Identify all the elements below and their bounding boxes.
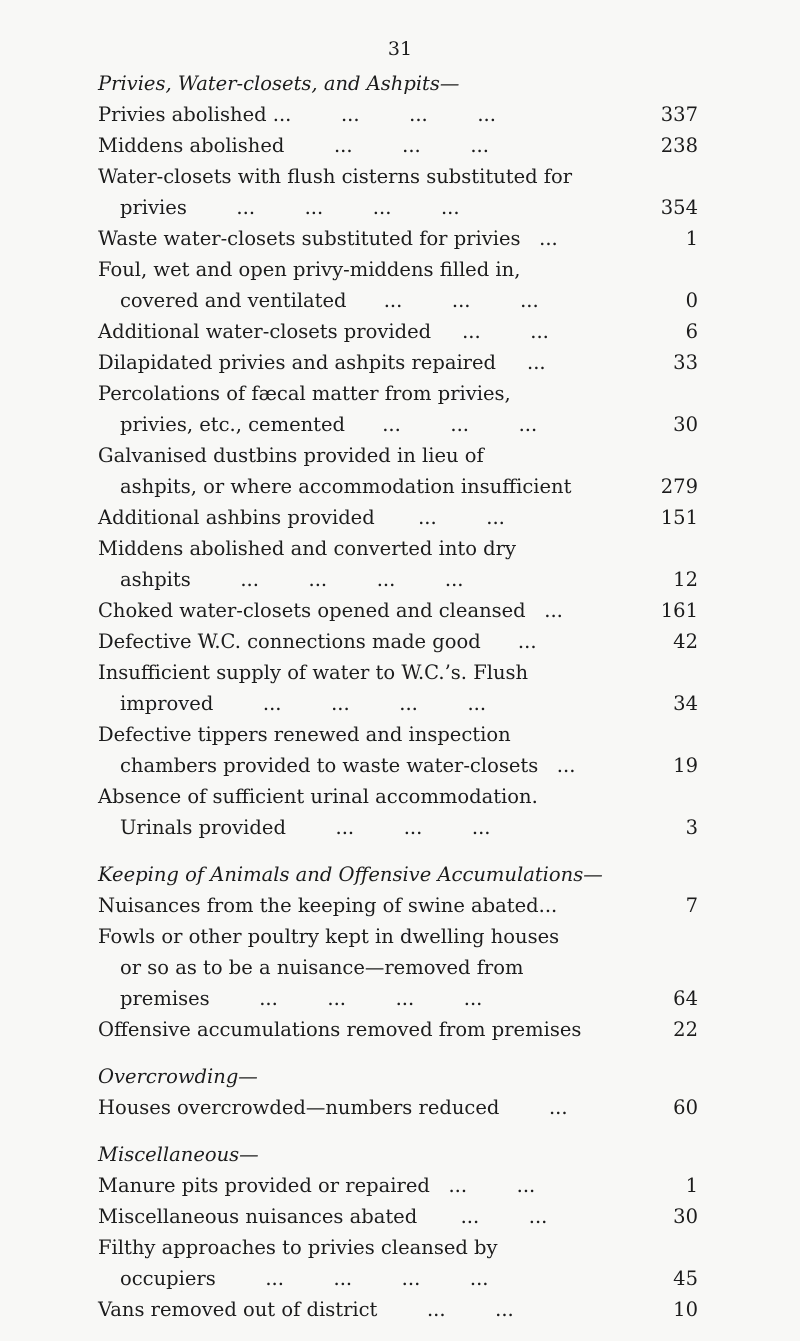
entry-value: 238 bbox=[660, 134, 698, 157]
entry-text: Offensive accumulations removed from premises bbox=[98, 1018, 582, 1041]
entry-value: 10 bbox=[673, 1298, 698, 1321]
entry-row bbox=[98, 378, 698, 440]
page-number: 31 bbox=[387, 38, 413, 60]
entry-value: 12 bbox=[673, 568, 698, 591]
entry-text: covered and ventilated ... ... ... bbox=[120, 289, 539, 312]
entry-value: 354 bbox=[660, 196, 698, 219]
entry-value: 30 bbox=[673, 1205, 698, 1228]
entry-row bbox=[98, 1294, 698, 1325]
entry-text: Waste water-closets substituted for privies ... bbox=[98, 227, 558, 250]
entry-row bbox=[98, 657, 698, 719]
entry-row bbox=[98, 719, 698, 781]
entry-text: Vans removed out of district ... ... bbox=[98, 1298, 514, 1321]
entry-text: ashpits, or where accommodation insufficient bbox=[120, 475, 572, 498]
entry-text: chambers provided to waste water-closets ... bbox=[120, 754, 576, 777]
entry-text: Water-closets with flush cisterns substituted for bbox=[98, 165, 573, 188]
entry-row bbox=[98, 316, 698, 347]
entry-row bbox=[98, 99, 698, 130]
section bbox=[98, 68, 698, 843]
entry-value: 60 bbox=[673, 1096, 698, 1119]
entry-row bbox=[98, 781, 698, 843]
entry-value: 6 bbox=[685, 320, 698, 343]
entry-value: 337 bbox=[660, 103, 698, 126]
entry-row bbox=[98, 223, 698, 254]
entry-text: Miscellaneous nuisances abated ... ... bbox=[98, 1205, 548, 1228]
entry-row bbox=[98, 533, 698, 595]
entry-text: ashpits ... ... ... ... bbox=[120, 568, 464, 591]
entry-text: Fowls or other poultry kept in dwelling houses bbox=[98, 925, 560, 948]
entry-row bbox=[98, 626, 698, 657]
entry-text: Filthy approaches to privies cleansed by bbox=[98, 1236, 498, 1259]
entry-row bbox=[98, 921, 698, 1014]
section-heading: Miscellaneous— bbox=[98, 1143, 259, 1166]
section bbox=[98, 859, 698, 1045]
entry-text: Middens abolished and converted into dry bbox=[98, 537, 516, 560]
entry-text: Defective W.C. connections made good ... bbox=[98, 630, 537, 653]
entry-value: 22 bbox=[673, 1018, 698, 1041]
entry-text: Percolations of fæcal matter from privies, bbox=[98, 382, 511, 405]
entry-row bbox=[98, 254, 698, 316]
entry-text: privies, etc., cemented ... ... ... bbox=[120, 413, 538, 436]
entry-text: Nuisances from the keeping of swine abated... bbox=[98, 894, 558, 917]
entry-text: Insufficient supply of water to W.C.’s. Flush bbox=[98, 661, 529, 684]
entry-value: 7 bbox=[685, 894, 698, 917]
entry-row bbox=[98, 1092, 698, 1123]
entry-value: 30 bbox=[673, 413, 698, 436]
entry-value: 161 bbox=[660, 599, 698, 622]
entry-value: 33 bbox=[673, 351, 698, 374]
entry-value: 64 bbox=[673, 987, 698, 1010]
entry-text: Absence of sufficient urinal accommodation. bbox=[98, 785, 538, 808]
document-body bbox=[98, 68, 698, 1341]
entry-value: 19 bbox=[673, 754, 698, 777]
entry-text: Manure pits provided or repaired ... ... bbox=[98, 1174, 536, 1197]
entry-value: 45 bbox=[673, 1267, 698, 1290]
entry-row bbox=[98, 347, 698, 378]
entry-text: privies ... ... ... ... bbox=[120, 196, 460, 219]
entry-text: Galvanised dustbins provided in lieu of bbox=[98, 444, 484, 467]
entry-value: 42 bbox=[673, 630, 698, 653]
entry-value: 151 bbox=[660, 506, 698, 529]
entry-row bbox=[98, 1201, 698, 1232]
entry-row bbox=[98, 595, 698, 626]
section bbox=[98, 1139, 698, 1325]
entry-text: Defective tippers renewed and inspection bbox=[98, 723, 511, 746]
section-heading: Overcrowding— bbox=[98, 1065, 258, 1088]
entry-row bbox=[98, 890, 698, 921]
entry-text: Additional water-closets provided ... ... bbox=[98, 320, 549, 343]
section-heading: Keeping of Animals and Offensive Accumulations— bbox=[98, 863, 603, 886]
entry-row bbox=[98, 502, 698, 533]
entry-text: Dilapidated privies and ashpits repaired ... bbox=[98, 351, 546, 374]
entry-value: 1 bbox=[685, 227, 698, 250]
entry-value: 34 bbox=[673, 692, 698, 715]
entry-text: Additional ashbins provided ... ... bbox=[98, 506, 505, 529]
section-heading: Privies, Water-closets, and Ashpits— bbox=[98, 72, 460, 95]
section bbox=[98, 1061, 698, 1123]
entry-row bbox=[98, 161, 698, 223]
entry-value: 279 bbox=[660, 475, 698, 498]
entry-row bbox=[98, 1232, 698, 1294]
entry-value: 1 bbox=[685, 1174, 698, 1197]
entry-text: Urinals provided ... ... ... bbox=[120, 816, 491, 839]
entry-text: Middens abolished ... ... ... bbox=[98, 134, 489, 157]
entry-text: Foul, wet and open privy-middens filled in, bbox=[98, 258, 521, 281]
entry-text: improved ... ... ... ... bbox=[120, 692, 487, 715]
entry-text: Houses overcrowded—numbers reduced ... bbox=[98, 1096, 568, 1119]
entry-text: premises ... ... ... ... bbox=[120, 987, 483, 1010]
entry-text: occupiers ... ... ... ... bbox=[120, 1267, 489, 1290]
entry-text: or so as to be a nuisance—removed from bbox=[120, 956, 524, 979]
entry-row bbox=[98, 1014, 698, 1045]
entry-text: Choked water-closets opened and cleansed ... bbox=[98, 599, 563, 622]
entry-row bbox=[98, 440, 698, 502]
entry-row bbox=[98, 1170, 698, 1201]
entry-value: 3 bbox=[685, 816, 698, 839]
entry-value: 0 bbox=[685, 289, 698, 312]
entry-row bbox=[98, 130, 698, 161]
entry-text: Privies abolished ... ... ... ... bbox=[98, 103, 496, 126]
